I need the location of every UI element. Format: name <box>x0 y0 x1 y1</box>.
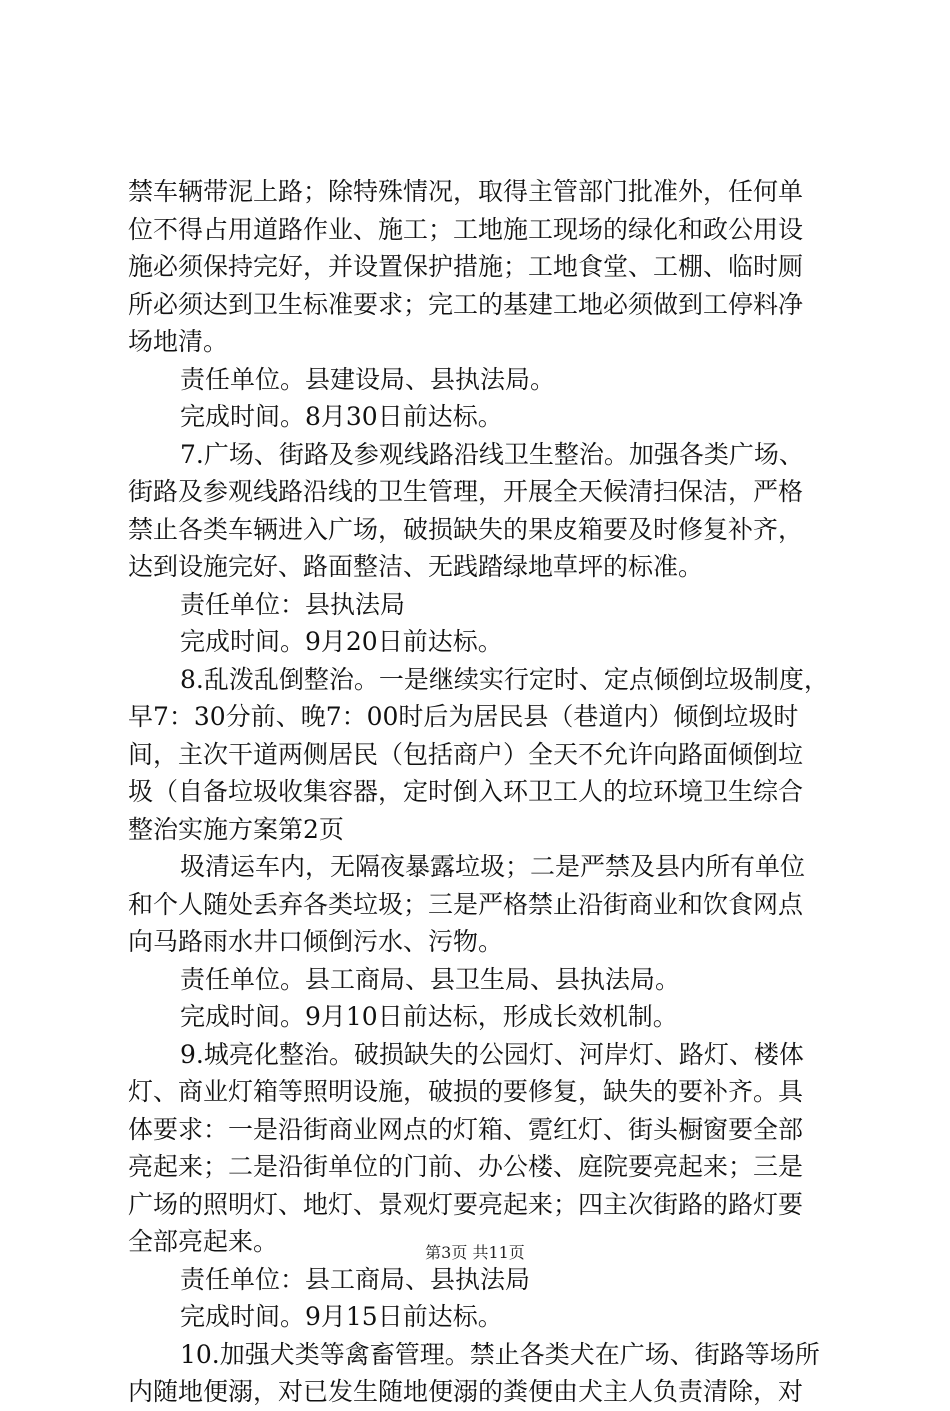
text-line: 亮起来；二是沿街单位的门前、办公楼、庭院要亮起来；三是 <box>128 1152 804 1181</box>
text-line: 责任单位：县工商局、县执法局 <box>180 1264 531 1294</box>
text-line: 责任单位：县执法局 <box>180 589 406 619</box>
text-line: 8.乱泼乱倒整治。一是继续实行定时、定点倾倒垃圾制度， <box>180 664 829 694</box>
text-line: 全部亮起来。 <box>128 1227 279 1256</box>
text-line: 施必须保持完好，并设置保护措施；工地食堂、工棚、临时厕 <box>128 252 804 281</box>
text-line: 责任单位。县工商局、县卫生局、县执法局。 <box>180 964 681 994</box>
text-line: 广场的照明灯、地灯、景观灯要亮起来；四主次街路的路灯要 <box>128 1189 804 1219</box>
text-line: 完成时间。9月15日前达标。 <box>180 1302 503 1331</box>
text-line: 7.广场、街路及参观线路沿线卫生整治。加强各类广场、 <box>180 439 804 469</box>
text-line: 内随地便溺，对已发生随地便溺的粪便由犬主人负责清除，对 <box>128 1377 804 1406</box>
text-line: 灯、商业灯箱等照明设施，破损的要修复，缺失的要补齐。具 <box>128 1077 804 1106</box>
document-body <box>128 173 830 1411</box>
text-line: 体要求：一是沿街商业网点的灯箱、霓红灯、街头橱窗要全部 <box>128 1114 804 1144</box>
text-line: 禁车辆带泥上路；除特殊情况，取得主管部门批准外，任何单 <box>128 177 804 206</box>
page-footer: 第3页 共11页 <box>425 1243 525 1262</box>
text-line: 禁止各类车辆进入广场，破损缺失的果皮箱要及时修复补齐， <box>128 514 804 544</box>
text-line: 圾清运车内，无隔夜暴露垃圾；二是严禁及县内所有单位 <box>180 852 806 881</box>
text-line: 所必须达到卫生标准要求；完工的基建工地必须做到工停料净 <box>128 289 804 319</box>
text-line: 圾（自备垃圾收集容器，定时倒入环卫工人的垃环境卫生综合 <box>128 777 804 806</box>
text-line: 完成时间。8月30日前达标。 <box>180 402 503 431</box>
text-line: 责任单位。县建设局、县执法局。 <box>180 364 556 394</box>
text-line: 场地清。 <box>128 327 229 356</box>
text-line: 和个人随处丢弃各类垃圾；三是严格禁止沿街商业和饮食网点 <box>128 889 804 919</box>
text-line: 早7：30分前、晚7：00时后为居民县（巷道内）倾倒垃圾时 <box>128 702 799 731</box>
text-line: 位不得占用道路作业、施工；工地施工现场的绿化和政公用设 <box>128 214 804 244</box>
text-line: 9.城亮化整治。破损缺失的公园灯、河岸灯、路灯、楼体 <box>180 1039 804 1069</box>
text-line: 街路及参观线路沿线的卫生管理，开展全天候清扫保洁，严格 <box>128 477 804 506</box>
text-line: 10.加强犬类等禽畜管理。禁止各类犬在广场、街路等场所 <box>180 1339 820 1369</box>
text-line: 间，主次干道两侧居民（包括商户）全天不允许向路面倾倒垃 <box>128 739 804 769</box>
text-line: 达到设施完好、路面整洁、无践踏绿地草坪的标准。 <box>128 552 704 581</box>
text-line: 整治实施方案第2页 <box>128 814 344 844</box>
text-line: 完成时间。9月20日前达标。 <box>180 627 503 656</box>
text-line: 完成时间。9月10日前达标，形成长效机制。 <box>180 1002 678 1031</box>
text-line: 向马路雨水井口倾倒污水、污物。 <box>128 927 504 956</box>
